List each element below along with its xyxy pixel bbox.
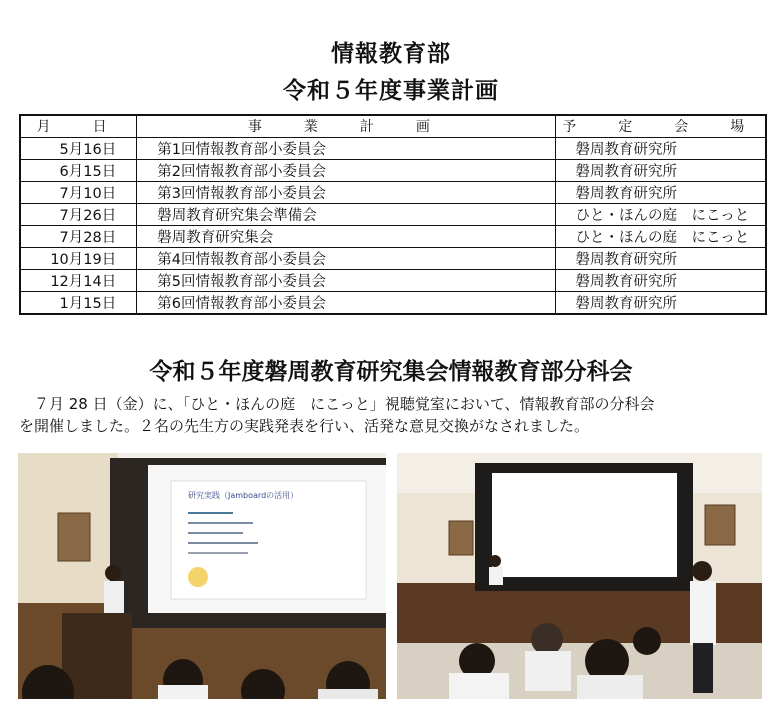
row-event: 第3回情報教育部小委員会 xyxy=(137,181,555,203)
row-venue: 磐周教育研究所 xyxy=(555,137,766,159)
row-date: 5月16日 xyxy=(20,137,137,159)
row-date: 1月15日 xyxy=(20,291,137,314)
row-date: 6月15日 xyxy=(20,159,137,181)
table-row xyxy=(20,291,766,314)
row-date: 7月28日 xyxy=(20,225,137,247)
plan-title: 令和５年度事業計画 xyxy=(283,78,499,104)
department-title: 情報教育部 xyxy=(331,41,451,67)
row-date: 10月19日 xyxy=(20,247,137,269)
row-venue: 磐周教育研究所 xyxy=(555,181,766,203)
row-event: 第5回情報教育部小委員会 xyxy=(137,269,555,291)
schedule-table xyxy=(19,114,767,315)
table-row xyxy=(20,137,766,159)
row-venue: 磐周教育研究所 xyxy=(555,247,766,269)
table-row xyxy=(20,269,766,291)
table-row xyxy=(20,181,766,203)
row-date: 7月10日 xyxy=(20,181,137,203)
row-event: 磐周教育研究集会準備会 xyxy=(137,203,555,225)
row-venue: 磐周教育研究所 xyxy=(555,291,766,314)
discussion-photo xyxy=(397,453,762,699)
table-row xyxy=(20,225,766,247)
slide-title: 研究実践（Jamboardの活用） xyxy=(188,491,299,500)
row-event: 第1回情報教育部小委員会 xyxy=(137,137,555,159)
section-heading: 令和５年度磐周教育研究集会情報教育部分科会 xyxy=(149,359,633,385)
row-venue: ひと・ほんの庭 にこっと xyxy=(555,203,766,225)
presentation-photo xyxy=(18,453,386,699)
header-venue: 予 定 会 場 xyxy=(555,115,766,137)
row-date: 7月26日 xyxy=(20,203,137,225)
row-venue: ひと・ほんの庭 にこっと xyxy=(555,225,766,247)
paragraph-line: を開催しました。２名の先生方の実践発表を行い、活発な意見交換がなされました。 xyxy=(19,417,590,435)
row-venue: 磐周教育研究所 xyxy=(555,269,766,291)
section-paragraph xyxy=(19,393,767,437)
table-row xyxy=(20,247,766,269)
table-row xyxy=(20,203,766,225)
table-row xyxy=(20,159,766,181)
header-event: 事 業 計 画 xyxy=(137,115,555,137)
row-venue: 磐周教育研究所 xyxy=(555,159,766,181)
row-event: 第6回情報教育部小委員会 xyxy=(137,291,555,314)
paragraph-line: ７月 28 日（金）に、「ひと・ほんの庭 にこっと」視聴覚室において、情報教育部の分科会 xyxy=(19,395,655,413)
row-event: 磐周教育研究集会 xyxy=(137,225,555,247)
row-event: 第4回情報教育部小委員会 xyxy=(137,247,555,269)
header-date: 月 日 xyxy=(20,115,137,137)
row-date: 12月14日 xyxy=(20,269,137,291)
schedule-header-row xyxy=(20,115,766,137)
row-event: 第2回情報教育部小委員会 xyxy=(137,159,555,181)
